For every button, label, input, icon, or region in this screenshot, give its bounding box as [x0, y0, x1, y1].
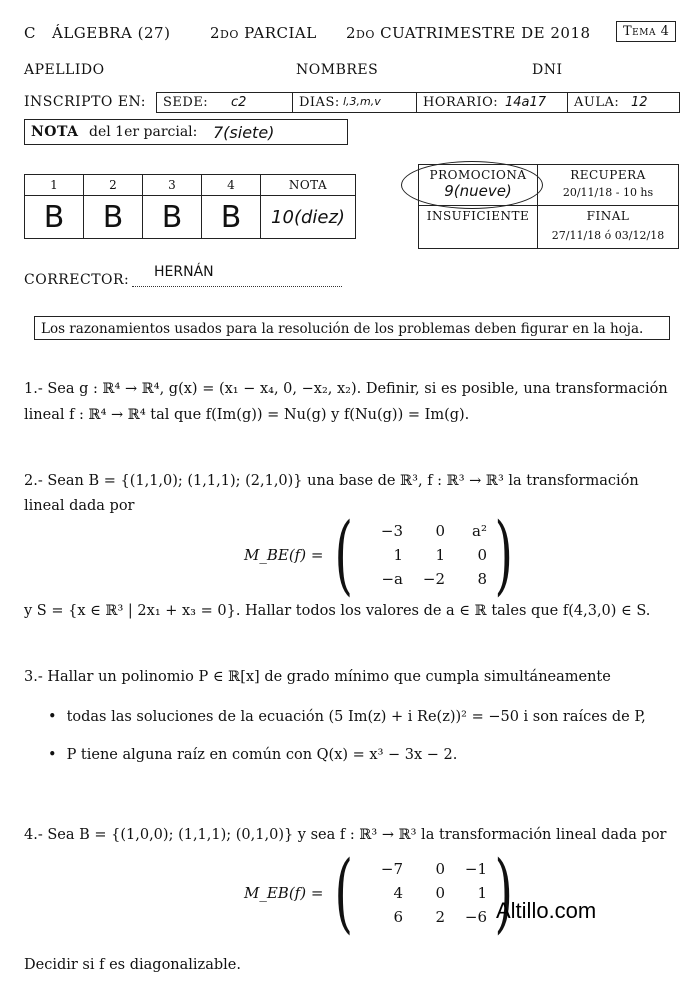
grade-header-nota: NOTA	[261, 175, 356, 196]
header-parcial: 2do PARCIAL	[210, 24, 317, 42]
horario-label: HORARIO:	[423, 95, 499, 110]
grades-table	[24, 174, 356, 239]
apellido-label: APELLIDO	[24, 62, 105, 78]
right-paren: )	[494, 843, 514, 943]
grades-value-row	[25, 196, 356, 239]
matrix-cell: 0	[435, 522, 445, 540]
problem-2-matrix	[244, 505, 521, 605]
corrector-label: CORRECTOR:	[24, 272, 130, 288]
recupera-cell	[538, 165, 679, 206]
matrix-cell: 6	[393, 908, 403, 926]
corrector-row	[24, 264, 364, 290]
aula-value: 12	[631, 95, 648, 110]
final-cell	[538, 206, 679, 249]
matrix-grid	[361, 522, 487, 588]
problem-1-line-1: 1.- Sea g : ℝ⁴ → ℝ⁴, g(x) = (x₁ − x₄, 0, −x₂, x₂). Definir, si es posible, una transformación	[24, 381, 668, 397]
corrector-line	[132, 286, 342, 287]
grade-value: B	[202, 196, 261, 239]
problem-3-bullet-1: • todas las soluciones de la ecuación (5 Im(z) + i Re(z))² = −50 i son raíces de P,	[48, 710, 646, 725]
final-label: FINAL	[586, 209, 630, 223]
sede-value: c2	[231, 95, 247, 110]
problem-1-line-2: lineal f : ℝ⁴ → ℝ⁴ tal que f(Im(g)) = Nu(g) y f(Nu(g)) = Im(g).	[24, 407, 470, 423]
matrix-cell: −3	[380, 522, 403, 540]
problem-2-line-2: lineal dada por	[24, 498, 135, 514]
recupera-date: 20/11/18 - 10 hs	[562, 186, 654, 199]
dni-label: DNI	[532, 62, 563, 78]
header-cuatrimestre: 2do CUATRIMESTRE DE 2018	[346, 24, 591, 42]
grade-header: 4	[202, 175, 261, 196]
problem-4-line-1: 4.- Sea B = {(1,0,0); (1,1,1); (0,1,0)} y sea f : ℝ³ → ℝ³ la transformación lineal dada por	[24, 827, 667, 843]
notice-text: Los razonamientos usados para la resolución de los problemas deben figurar en la hoja.	[41, 321, 644, 337]
inscripto-boxes	[156, 92, 680, 113]
matrix-cell: 1	[393, 546, 403, 564]
horario-value: 14a17	[505, 95, 547, 110]
nota-value: 7(siete)	[213, 123, 275, 142]
matrix-cell: 4	[393, 884, 403, 902]
matrix-cell: 1	[477, 884, 487, 902]
insuficiente-label: INSUFICIENTE	[426, 209, 530, 223]
dias-value: l,3,m,v	[343, 95, 381, 108]
promociona-label: PROMOCIONA	[429, 168, 527, 182]
nota-primer-parcial	[24, 119, 348, 145]
matrix-cell: a²	[472, 522, 487, 540]
matrix-cell: −a	[381, 570, 403, 588]
sede-label: SEDE:	[163, 95, 209, 110]
matrix-cell: 0	[477, 546, 487, 564]
problem-2-line-1: 2.- Sean B = {(1,1,0); (1,1,1); (2,1,0)} una base de ℝ³, f : ℝ³ → ℝ³ la transformación	[24, 473, 639, 489]
problem-2-line-3: y S = {x ∈ ℝ³ | 2x₁ + x₃ = 0}. Hallar todos los valores de a ∈ ℝ tales que f(4,3,0) ∈ S.	[24, 603, 651, 619]
notice-box	[34, 316, 670, 340]
matrix-cell: 0	[435, 884, 445, 902]
promociona-cell	[419, 165, 538, 206]
matrix-cell: −7	[380, 860, 403, 878]
problem-3-bullet-2: • P tiene alguna raíz en común con Q(x) = x³ − 3x − 2.	[48, 748, 457, 763]
problem-4-line-2: Decidir si f es diagonalizable.	[24, 957, 241, 973]
recupera-label: RECUPERA	[570, 168, 646, 182]
grade-header: 3	[143, 175, 202, 196]
divider	[567, 93, 568, 112]
watermark: Altillo.com	[496, 898, 597, 923]
matrix-cell: 8	[477, 570, 487, 588]
aula-label: AULA:	[574, 95, 620, 110]
tema-badge: Tema 4	[616, 21, 676, 42]
promociona-value: 9(nueve)	[444, 182, 512, 200]
matrix-cell: 1	[435, 546, 445, 564]
header-subject: ÁLGEBRA (27)	[52, 24, 171, 42]
student-row	[24, 62, 684, 80]
insuficiente-cell	[419, 206, 538, 249]
matrix-label: M_EB(f) =	[244, 884, 324, 902]
grade-value: B	[25, 196, 84, 239]
right-paren: )	[494, 505, 514, 605]
nota-label-bold: NOTA	[31, 124, 79, 140]
inscripto-row	[24, 92, 684, 112]
matrix-cell: −6	[464, 908, 487, 926]
problem-4-matrix	[244, 843, 521, 943]
problem-3-line-1: 3.- Hallar un polinomio P ∈ ℝ[x] de grado mínimo que cumpla simultáneamente	[24, 669, 611, 685]
exam-header	[24, 24, 684, 44]
dias-label: DIAS:	[299, 95, 340, 110]
matrix-cell: 0	[435, 860, 445, 878]
grades-header-row	[25, 175, 356, 196]
matrix-cell: 2	[435, 908, 445, 926]
matrix-cell: −1	[464, 860, 487, 878]
corrector-value: HERNÁN	[154, 264, 214, 280]
grade-value: B	[84, 196, 143, 239]
matrix-label: M_BE(f) =	[244, 546, 324, 564]
matrix-cell: −2	[422, 570, 445, 588]
grade-value-nota: 10(diez)	[261, 196, 356, 239]
grade-value: B	[143, 196, 202, 239]
grade-header: 2	[84, 175, 143, 196]
nota-label-rest: del 1er parcial:	[89, 124, 198, 140]
promociona-circle	[401, 161, 543, 209]
matrix-grid	[361, 860, 487, 926]
nombres-label: NOMBRES	[296, 62, 379, 78]
final-date: 27/11/18 ó 03/12/18	[551, 229, 665, 242]
grade-header: 1	[25, 175, 84, 196]
header-letter: C	[24, 24, 36, 42]
divider	[292, 93, 293, 112]
inscripto-label: INSCRIPTO EN:	[24, 94, 147, 110]
left-paren: (	[334, 843, 354, 943]
left-paren: (	[334, 505, 354, 605]
results-table	[418, 164, 679, 249]
divider	[416, 93, 417, 112]
